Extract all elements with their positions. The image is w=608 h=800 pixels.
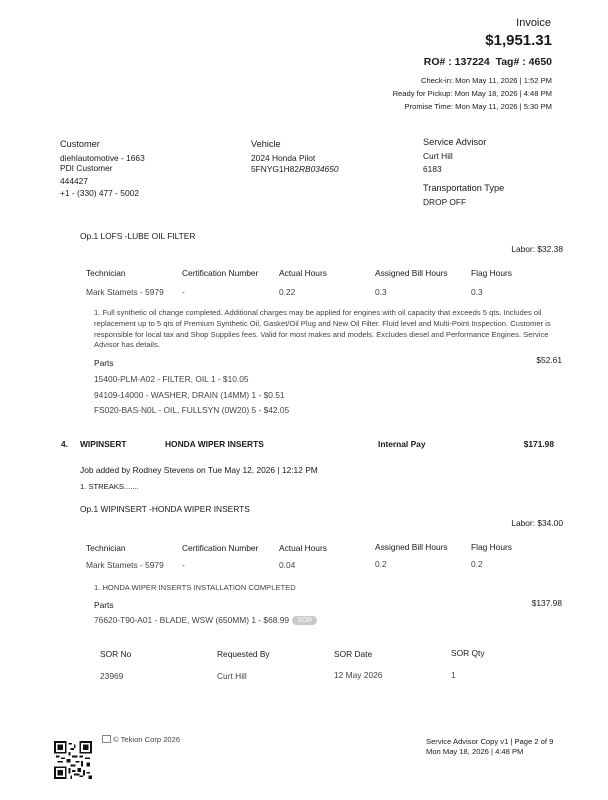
job4-op-title: Op.1 WIPINSERT -HONDA WIPER INSERTS	[80, 504, 250, 514]
vin-suffix: RB034650	[298, 164, 339, 174]
transport-value: DROP OFF	[423, 197, 467, 207]
ro-number: RO# : 137224	[423, 56, 490, 68]
job4-part-1-text: 76620-T90-A01 - BLADE, WSW (650MM) 1 - $68.99	[94, 615, 290, 625]
job4-concern: 1. STREAKS.......	[80, 482, 139, 491]
job3-col-technician: Technician	[86, 268, 126, 278]
job3-parts-label: Parts	[94, 358, 114, 368]
sor-requested-value: Curt Hill	[217, 671, 247, 681]
transport-heading: Transportation Type	[423, 183, 505, 193]
tag-number: Tag# : 4650	[495, 56, 552, 68]
vehicle-heading: Vehicle	[251, 139, 281, 149]
qr-code-icon	[54, 741, 92, 779]
footer-copyright-text: © Tekion Corp 2026	[113, 735, 181, 744]
job3-actual-value: 0.22	[279, 287, 296, 297]
job4-col-flag: Flag Hours	[471, 542, 512, 552]
job4-col-assigned: Assigned Bill Hours	[375, 542, 448, 552]
sor-col-requested: Requested By	[217, 649, 270, 659]
job4-labor: Labor: $34.00	[511, 518, 563, 528]
job4-actual-value: 0.04	[279, 560, 296, 570]
footer-copyright	[102, 735, 180, 744]
vehicle-model: 2024 Honda Pilot	[251, 153, 316, 163]
job3-note: 1. Full synthetic oil change completed. Additional charges may be applied for engines with oil capacity that exceeds 5 qts. Includes oil replacement up to 5 qts of Premium Synthetic Oil, Gasket/Oil Plug and New Oil Filter. Fluid level and Multi-Point Inspection. Customer is responsible for local tax and Shop Supplies fees. Valid for most makes and models. Excludes diesel and Performance Engines. Service Advisor has details.	[94, 308, 551, 350]
invoice-total: $1,951.31	[485, 32, 552, 49]
sor-col-qty: SOR Qty	[451, 648, 485, 658]
job3-col-assigned: Assigned Bill Hours	[375, 268, 448, 278]
sor-badge: SOR	[292, 616, 317, 625]
footer-copy-label: Service Advisor Copy v1 | Page 2 of 9	[426, 737, 554, 746]
job4-col-technician: Technician	[86, 543, 126, 553]
job4-col-cert: Certification Number	[182, 543, 259, 553]
sor-qty-value: 1	[451, 670, 456, 680]
customer-dealer: diehlautomotive - 1663	[60, 153, 145, 163]
job4-assigned-value: 0.2	[375, 559, 387, 569]
job3-col-flag: Flag Hours	[471, 268, 512, 278]
job3-part-1: 15400-PLM-A02 - FILTER, OIL 1 - $10.05	[94, 374, 249, 384]
job4-amount: $171.98	[523, 439, 554, 449]
advisor-name: Curt Hill	[423, 151, 453, 161]
job3-tech-name: Mark Stamets - 5979	[86, 287, 164, 297]
job4-parts-total: $137.98	[531, 598, 562, 608]
job3-part-2: 94109-14000 - WASHER, DRAIN (14MM) 1 - $0.51	[94, 390, 285, 400]
vin-prefix: 5FNYG1H82	[251, 164, 299, 174]
job4-code: WIPINSERT	[80, 439, 127, 449]
job4-parts-label: Parts	[94, 600, 114, 610]
advisor-heading: Service Advisor	[423, 137, 487, 147]
job4-added-by: Job added by Rodney Stevens on Tue May 12, 2026 | 12:12 PM	[80, 465, 318, 475]
job3-part-3: FS020-BAS-N0L - OIL, FULLSYN (0W20) 5 - $42.05	[94, 405, 290, 415]
job3-flag-value: 0.3	[471, 287, 483, 297]
job3-labor: Labor: $32.38	[511, 244, 563, 254]
sor-no-value: 23969	[100, 671, 124, 681]
footer-timestamp: Mon May 18, 2026 | 4:48 PM	[426, 747, 524, 756]
customer-heading: Customer	[60, 139, 100, 149]
customer-phone: +1 - (330) 477 - 5002	[60, 188, 139, 198]
job4-part-1	[94, 615, 317, 625]
job4-col-actual: Actual Hours	[279, 543, 327, 553]
sor-col-date: SOR Date	[334, 649, 373, 659]
job3-op-title: Op.1 LOFS -LUBE OIL FILTER	[80, 231, 196, 241]
job4-number: 4.	[61, 439, 68, 449]
ro-tag-line	[424, 56, 552, 68]
invoice-label: Invoice	[516, 17, 551, 29]
checkin-time: Check-in: Mon May 11, 2026 | 1:52 PM	[421, 76, 552, 85]
job3-cert-value: -	[182, 287, 185, 297]
customer-number: 444427	[60, 176, 88, 186]
advisor-id: 6183	[423, 164, 442, 174]
document-icon	[102, 735, 111, 743]
job3-parts-total: $52.61	[536, 355, 562, 365]
job3-assigned-value: 0.3	[375, 287, 387, 297]
job4-flag-value: 0.2	[471, 559, 483, 569]
job4-pay-type: Internal Pay	[378, 439, 426, 449]
job4-name: HONDA WIPER INSERTS	[165, 439, 264, 449]
vehicle-vin	[251, 164, 339, 174]
job3-col-actual: Actual Hours	[279, 268, 327, 278]
customer-type: PDI Customer	[60, 163, 113, 173]
promise-time: Promise Time: Mon May 11, 2026 | 5:30 PM	[404, 102, 552, 111]
job4-note: 1. HONDA WIPER INSERTS INSTALLATION COMPLETED	[94, 583, 296, 592]
sor-date-value: 12 May 2026	[334, 670, 383, 680]
job4-cert-value: -	[182, 560, 185, 570]
job4-tech-name: Mark Stamets - 5979	[86, 560, 164, 570]
sor-col-no: SOR No	[100, 649, 132, 659]
ready-time: Ready for Pickup: Mon May 18, 2026 | 4:48 PM	[392, 89, 552, 98]
job3-col-cert: Certification Number	[182, 268, 259, 278]
